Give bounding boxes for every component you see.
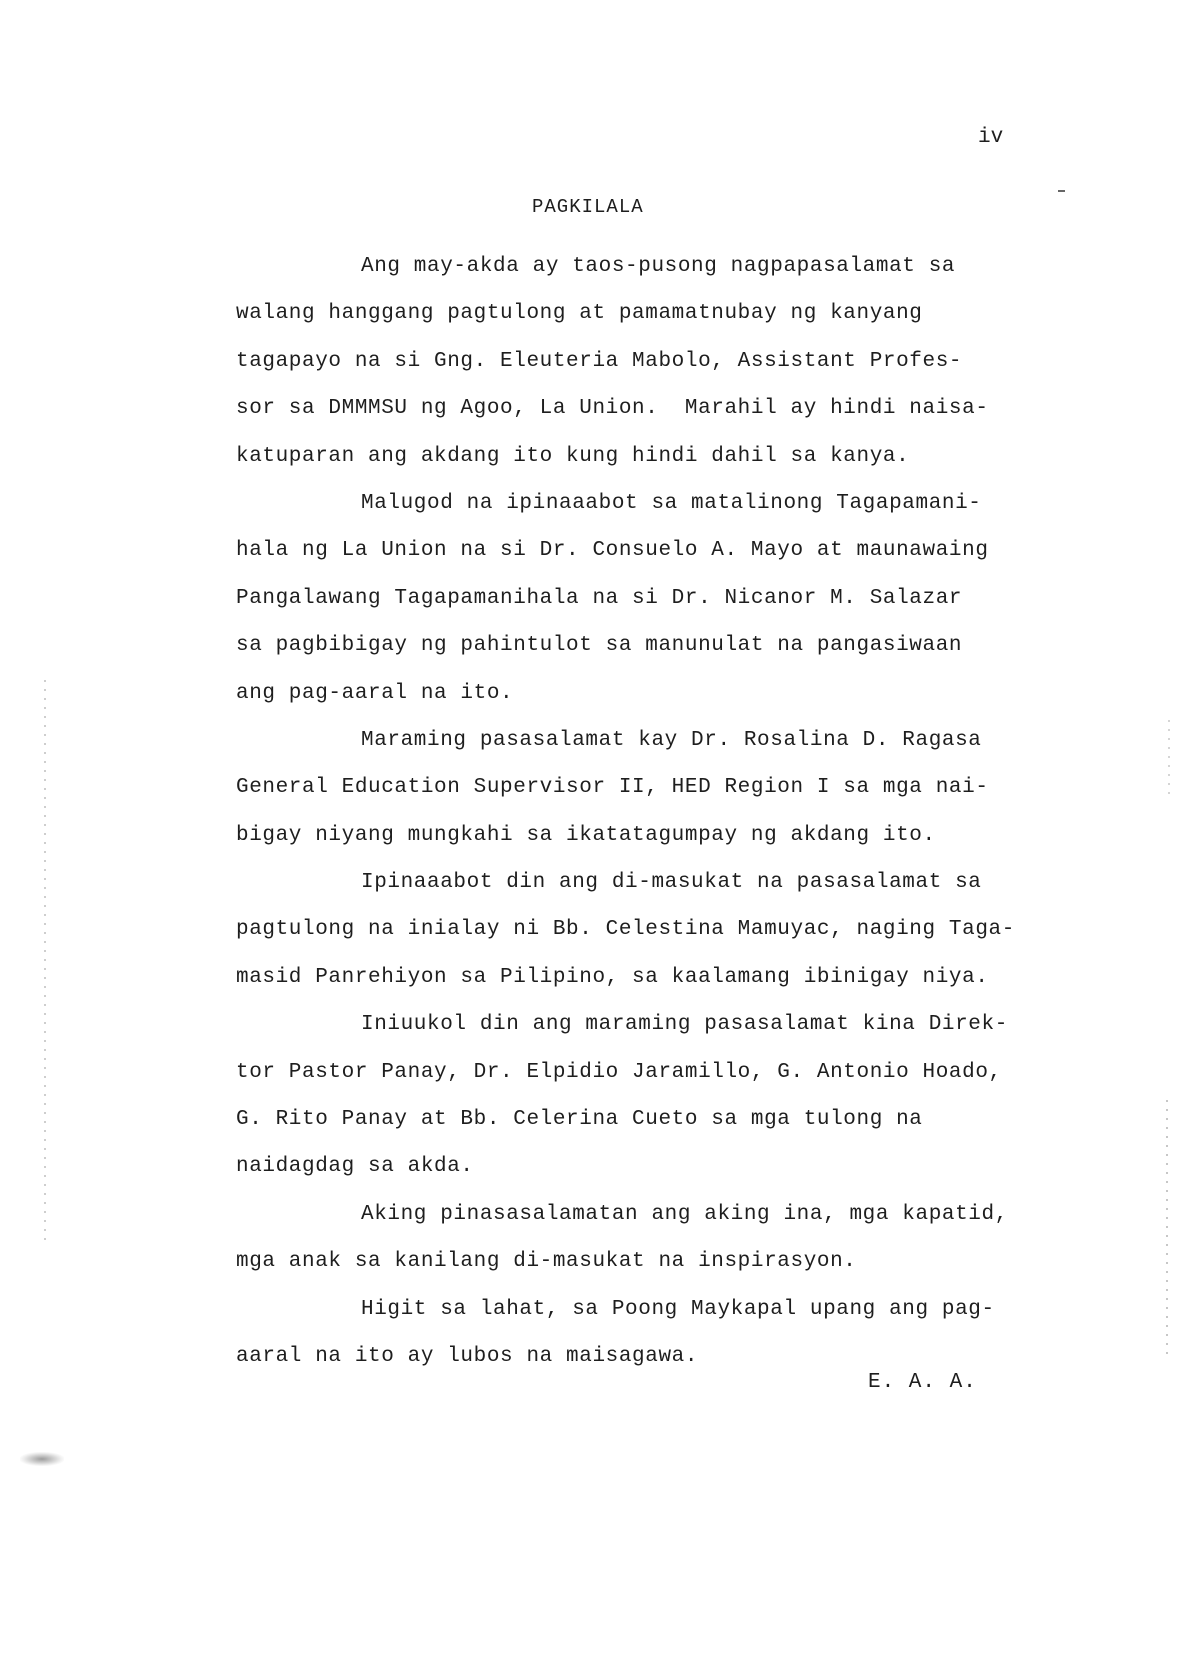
text-line: Ipinaaabot din ang di-masukat na pasasalamat sa bbox=[361, 871, 982, 895]
text-line: sor sa DMMMSU ng Agoo, La Union. Marahil ay hindi naisa- bbox=[236, 397, 989, 421]
text-line: G. Rito Panay at Bb. Celerina Cueto sa mga tulong na bbox=[236, 1108, 923, 1132]
page-number: iv bbox=[978, 126, 1004, 149]
text-line: tor Pastor Panay, Dr. Elpidio Jaramillo, G. Antonio Hoado, bbox=[236, 1060, 1002, 1084]
text-line: pagtulong na inialay ni Bb. Celestina Mamuyac, naging Taga- bbox=[236, 918, 1015, 942]
text-line: katuparan ang akdang ito kung hindi dahil sa kanya. bbox=[236, 444, 910, 468]
text-line: ang pag-aaral na ito. bbox=[236, 681, 514, 705]
scan-artifact bbox=[1168, 720, 1170, 800]
text-line: bigay niyang mungkahi sa ikatatagumpay ng akdang ito. bbox=[236, 823, 936, 847]
text-line: Higit sa lahat, sa Poong Maykapal upang ang pag- bbox=[361, 1297, 995, 1321]
text-line: Malugod na ipinaaabot sa matalinong Tagapamani- bbox=[361, 491, 982, 515]
scan-smudge bbox=[20, 1452, 64, 1466]
acknowledgment-text bbox=[236, 243, 1086, 1380]
text-line: aaral na ito ay lubos na maisagawa. bbox=[236, 1344, 699, 1368]
text-line: mga anak sa kanilang di-masukat na inspirasyon. bbox=[236, 1250, 857, 1274]
page-title: PAGKILALA bbox=[532, 196, 644, 218]
scan-artifact bbox=[44, 680, 46, 1240]
text-line: tagapayo na si Gng. Eleuteria Mabolo, Assistant Profes- bbox=[236, 349, 963, 373]
text-line: sa pagbibigay ng pahintulot sa manunulat na pangasiwaan bbox=[236, 634, 963, 658]
text-line: hala ng La Union na si Dr. Consuelo A. Mayo at maunawaing bbox=[236, 539, 989, 563]
text-line: Ang may-akda ay taos-pusong nagpapasalamat sa bbox=[361, 255, 956, 278]
margin-mark bbox=[1058, 190, 1065, 192]
text-line: General Education Supervisor II, HED Region I sa mga nai- bbox=[236, 776, 989, 800]
text-line: Aking pinasasalamatan ang aking ina, mga kapatid, bbox=[361, 1202, 1008, 1226]
author-initials: E. A. A. bbox=[868, 1371, 977, 1394]
text-line: Iniuukol din ang maraming pasasalamat kina Direk- bbox=[361, 1013, 1008, 1037]
text-line: Maraming pasasalamat kay Dr. Rosalina D. Ragasa bbox=[361, 728, 982, 752]
text-line: masid Panrehiyon sa Pilipino, sa kaalamang ibinigay niya. bbox=[236, 965, 989, 989]
scan-artifact bbox=[1166, 1100, 1168, 1360]
text-line: walang hanggang pagtulong at pamamatnubay ng kanyang bbox=[236, 302, 923, 326]
text-line: Pangalawang Tagapamanihala na si Dr. Nicanor M. Salazar bbox=[236, 586, 963, 610]
text-line: naidagdag sa akda. bbox=[236, 1155, 474, 1179]
